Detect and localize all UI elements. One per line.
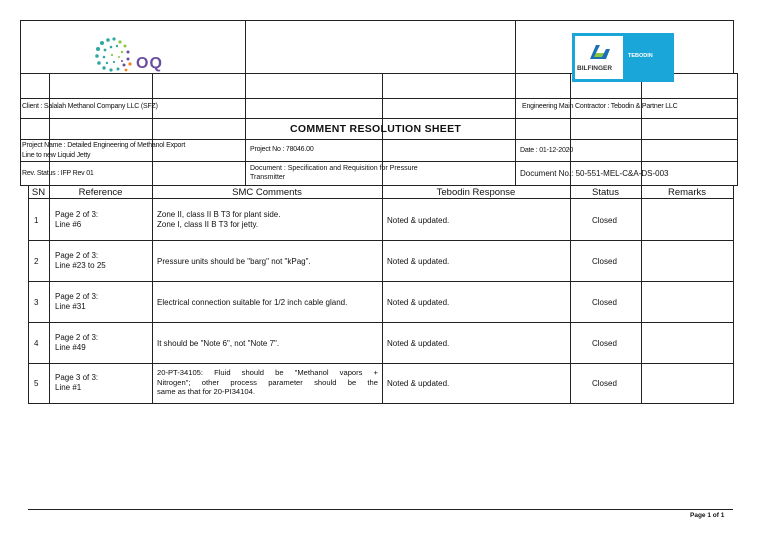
rev-status: Rev. Status : IFP Rev 01	[22, 170, 94, 177]
row-response: Noted & updated.	[387, 216, 450, 225]
row-reference: Page 2 of 3: Line #23 to 25	[55, 251, 106, 270]
footer-rule	[28, 509, 733, 510]
document-date: Date : 01-12-2020	[520, 147, 574, 154]
row-sn: 1	[34, 216, 39, 225]
row-status: Closed	[592, 339, 617, 348]
project-number: Project No : 78046.00	[250, 146, 314, 153]
document-title-line1: Document : Specification and Requisition for Pressure	[250, 165, 418, 172]
row-reference: Page 2 of 3: Line #49	[55, 333, 99, 352]
row-response: Noted & updated.	[387, 339, 450, 348]
project-name-line2: Line to new Liquid Jetty	[22, 152, 91, 159]
contractor-label: Engineering Main Contractor : Tebodin & Partner LLC	[522, 103, 678, 110]
row-reference: Page 2 of 3: Line #31	[55, 292, 99, 311]
row-comment: Zone II, class II B T3 for plant side. Zone I, class II B T3 for jetty.	[157, 210, 281, 229]
row-comment: 20-PT-34105: Fluid should be "Methanol vapors + Nitrogen"; other process parameter should be the same as that for 20-PI34104.	[157, 368, 378, 396]
row-response: Noted & updated.	[387, 257, 450, 266]
oq-logo	[92, 35, 172, 77]
row-comment: It should be "Note 6", not "Note 7".	[157, 339, 280, 348]
row-sn: 2	[34, 257, 39, 266]
row-sn: 4	[34, 339, 39, 348]
row-status: Closed	[592, 298, 617, 307]
column-header-smc-comments: SMC Comments	[232, 187, 302, 198]
row-sn: 3	[34, 298, 39, 307]
document-title-line2: Transmitter	[250, 174, 286, 181]
bilfinger-name: BILFINGER	[577, 65, 613, 72]
document-number: Document No.: 50-551-MEL-C&A-DS-003	[520, 169, 669, 178]
sheet-title: COMMENT RESOLUTION SHEET	[290, 123, 462, 135]
bilfinger-logo	[572, 33, 674, 82]
row-status: Closed	[592, 257, 617, 266]
column-header-tebodin-response: Tebodin Response	[436, 187, 516, 198]
row-status: Closed	[592, 216, 617, 225]
column-header-sn: SN	[31, 187, 46, 198]
row-comment: Pressure units should be "barg" not "kPag".	[157, 257, 311, 266]
row-comment: Electrical connection suitable for 1/2 inch cable gland.	[157, 298, 348, 307]
oq-logo-text: OQ	[136, 55, 163, 72]
oq-dots-icon	[92, 35, 138, 75]
project-name-line1: Project Name : Detailed Engineering of Methanol Export	[22, 142, 186, 149]
page-number: Page 1 of 1	[690, 512, 725, 519]
tebodin-tag: TEBODIN	[628, 53, 653, 59]
bilfinger-mark-icon	[586, 41, 612, 63]
row-reference: Page 3 of 3: Line #1	[55, 373, 99, 392]
row-status: Closed	[592, 379, 617, 388]
row-response: Noted & updated.	[387, 298, 450, 307]
column-header-reference: Reference	[78, 187, 123, 198]
column-header-remarks: Remarks	[667, 187, 706, 198]
column-header-status: Status	[592, 187, 619, 198]
row-sn: 5	[34, 379, 39, 388]
row-reference: Page 2 of 3: Line #6	[55, 210, 99, 229]
client-label: Client : Salalah Methanol Company LLC (SFZ)	[22, 103, 158, 110]
row-response: Noted & updated.	[387, 379, 450, 388]
